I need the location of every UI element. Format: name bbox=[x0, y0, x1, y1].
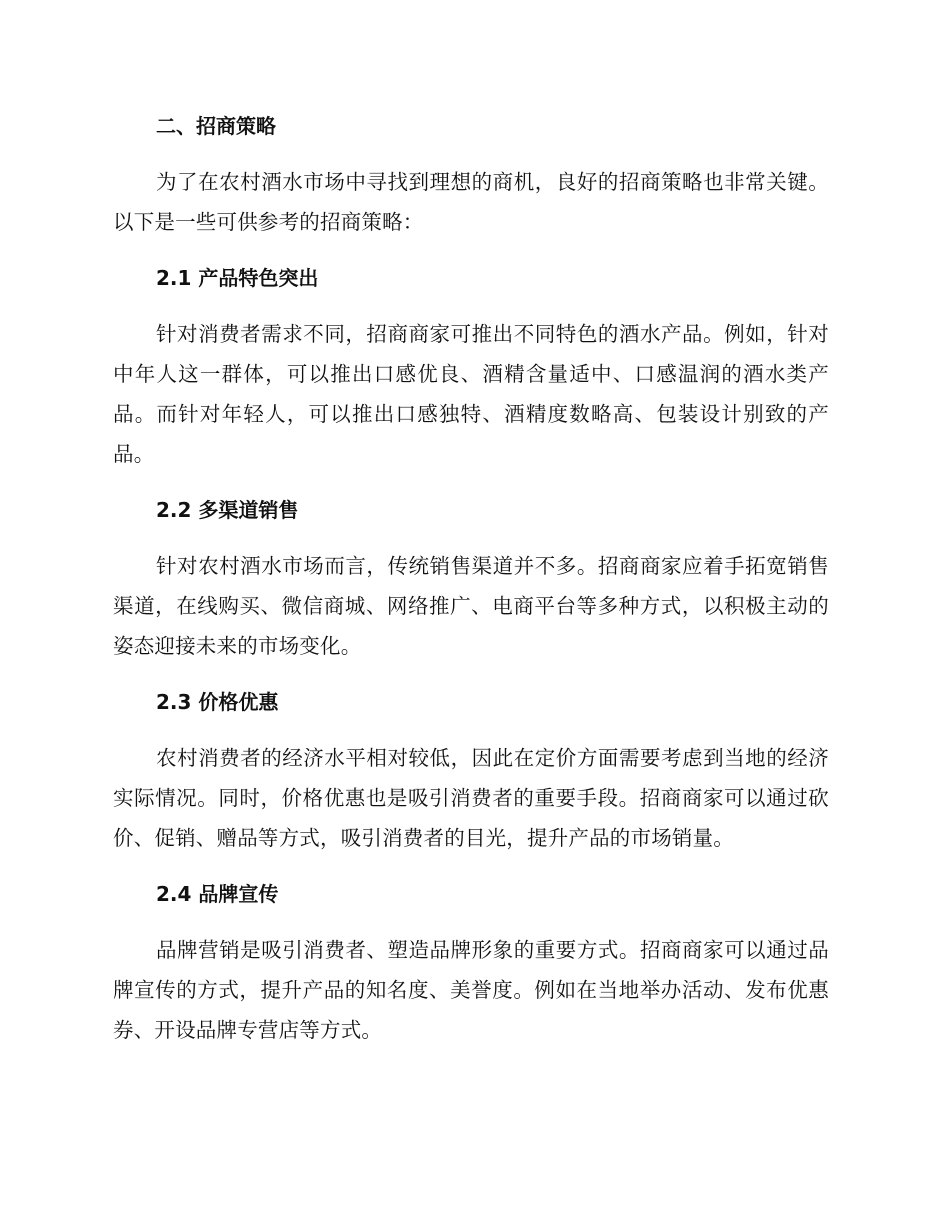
subsection-title-2-1: 2.1 产品特色突出 bbox=[156, 266, 319, 290]
intro-paragraph: 为了在农村酒水市场中寻找到理想的商机，良好的招商策略也非常关键。以下是一些可供参考的招商策略： bbox=[113, 170, 829, 234]
subsection-text-2-1: 针对消费者需求不同，招商商家可推出不同特色的酒水产品。例如，针对中年人这一群体，可以推出口感优良、酒精含量适中、口感温润的酒水类产品。而针对年轻人，可以推出口感独特、酒精度数略高、包装设计别致的产品。 bbox=[113, 322, 829, 466]
section-title: 二、招商策略 bbox=[156, 114, 276, 138]
document-body bbox=[113, 106, 829, 1066]
subsection-text-2-2: 针对农村酒水市场而言，传统销售渠道并不多。招商商家应着手拓宽销售渠道，在线购买、微信商城、网络推广、电商平台等多种方式，以积极主动的姿态迎接未来的市场变化。 bbox=[113, 554, 829, 658]
subsection-title-2-4: 2.4 品牌宣传 bbox=[156, 882, 279, 906]
subsection-text-2-4: 品牌营销是吸引消费者、塑造品牌形象的重要方式。招商商家可以通过品牌宣传的方式，提升产品的知名度、美誉度。例如在当地举办活动、发布优惠券、开设品牌专营店等方式。 bbox=[113, 938, 829, 1042]
subsection-text-2-3: 农村消费者的经济水平相对较低，因此在定价方面需要考虑到当地的经济实际情况。同时，价格优惠也是吸引消费者的重要手段。招商商家可以通过砍价、促销、赠品等方式，吸引消费者的目光，提升产品的市场销量。 bbox=[113, 746, 829, 850]
subsection-title-2-2: 2.2 多渠道销售 bbox=[156, 498, 299, 522]
subsection-title-2-3: 2.3 价格优惠 bbox=[156, 690, 279, 714]
